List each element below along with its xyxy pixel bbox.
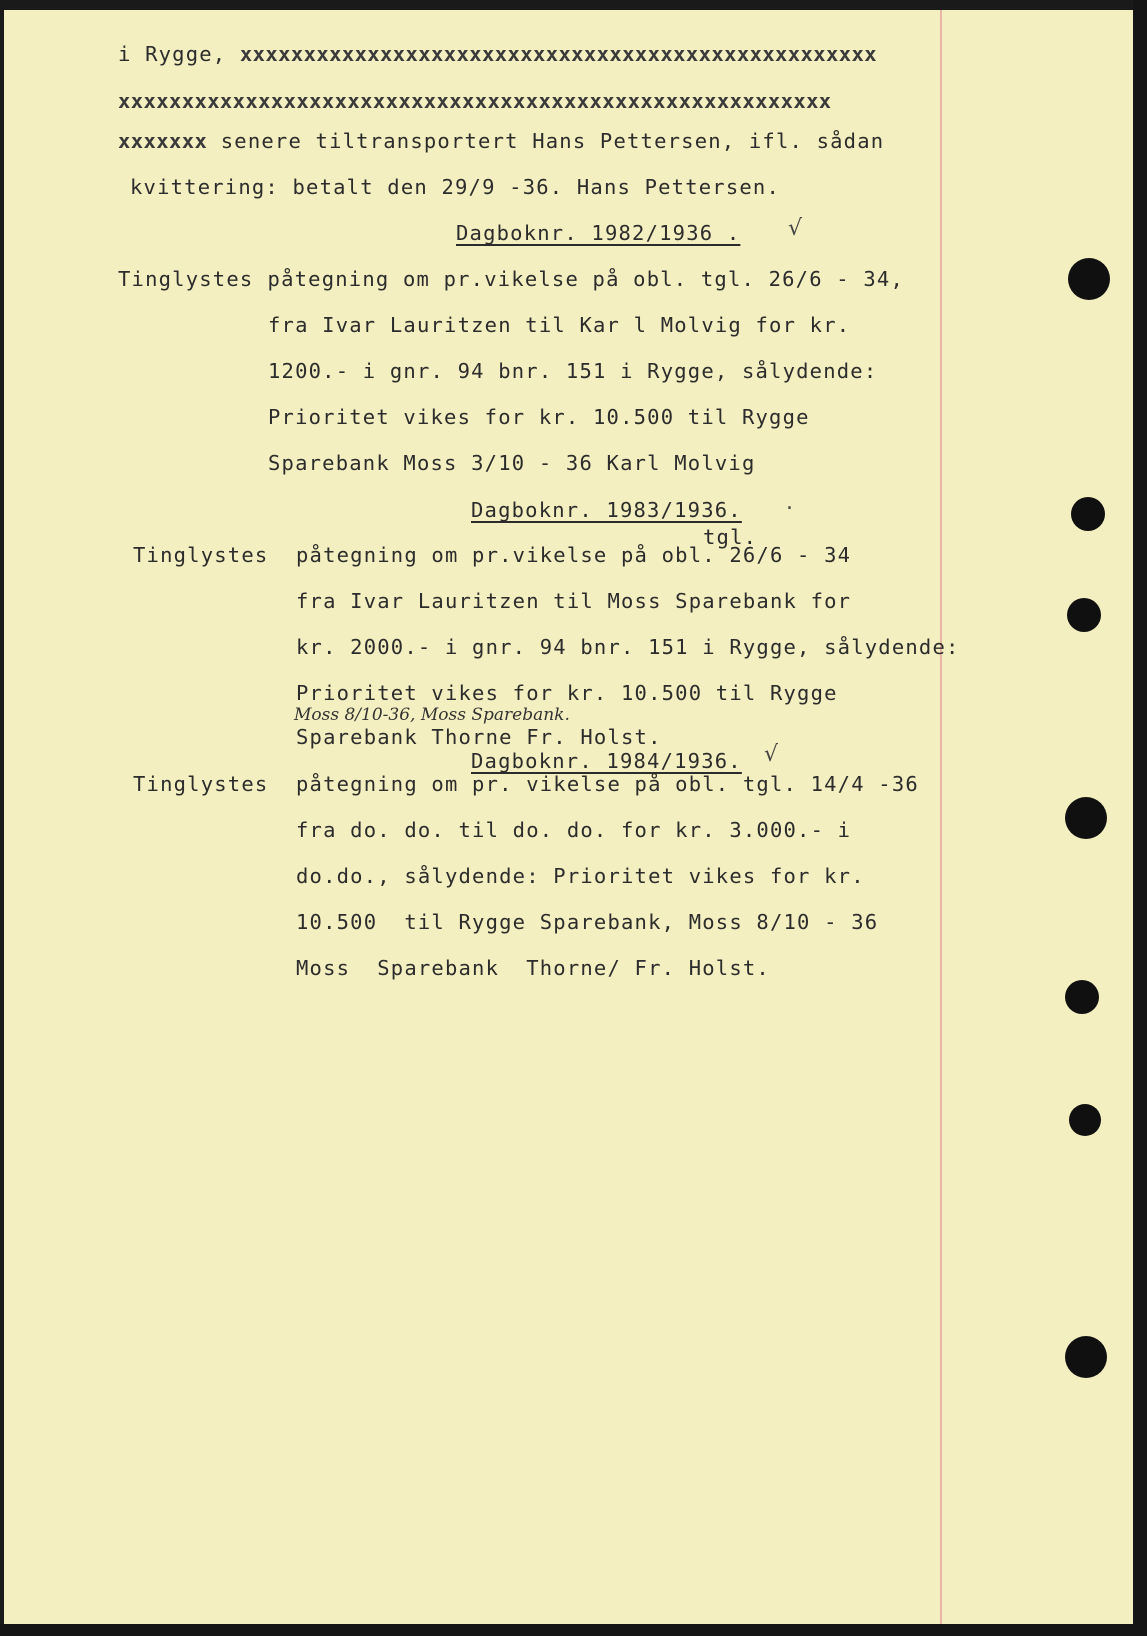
dagbok-number-1982: Dagboknr. 1982/1936 .: [456, 221, 741, 245]
entry-line: påtegning om pr.vikelse på obl. 26/6 - 34: [296, 543, 852, 567]
entry-label: Tinglystes: [133, 543, 269, 567]
scan-border-right: [1133, 0, 1147, 1636]
entry-line: 1200.- i gnr. 94 bnr. 151 i Rygge, sålydende:: [268, 359, 878, 383]
binder-hole: [1065, 797, 1107, 839]
entry-line: kr. 2000.- i gnr. 94 bnr. 151 i Rygge, sålydende:: [296, 635, 960, 659]
entry-line: Prioritet vikes for kr. 10.500 til Rygge: [296, 681, 838, 705]
entry-label: Tinglystes: [118, 267, 254, 291]
dagbok-number-1983: Dagboknr. 1983/1936.: [471, 498, 742, 522]
entry-line: påtegning om pr.vikelse på obl. tgl. 26/6 - 34,: [254, 267, 905, 291]
check-mark: √: [788, 216, 803, 241]
entry-line: do.do., sålydende: Prioritet vikes for kr.: [296, 864, 865, 888]
entry-line: fra Ivar Lauritzen til Moss Sparebank for: [296, 589, 852, 613]
binder-hole: [1067, 598, 1101, 632]
check-mark: √: [764, 742, 779, 767]
entry-line: Sparebank Thorne Fr. Holst.: [296, 725, 662, 749]
scan-border-left: [0, 0, 4, 1636]
handwritten-annotation: Moss 8/10-36, Moss Sparebank.: [294, 705, 570, 725]
binder-hole: [1071, 497, 1105, 531]
dagbok-number-1984: Dagboknr. 1984/1936.: [471, 749, 742, 773]
scan-border-top: [0, 0, 1147, 10]
text-line-1-lead: i Rygge,: [118, 42, 240, 66]
entry-line: fra do. do. til do. do. for kr. 3.000.- i: [296, 818, 852, 842]
binder-hole: [1069, 1104, 1101, 1136]
entry-line: Prioritet vikes for kr. 10.500 til Rygge: [268, 405, 810, 429]
entry-line: Moss Sparebank Thorne/ Fr. Holst.: [296, 956, 770, 980]
binder-hole: [1068, 258, 1110, 300]
struck-text-line-2: xxxxxxxxxxxxxxxxxxxxxxxxxxxxxxxxxxxxxxxxxxxxxxxxxxxxxxxx: [118, 89, 832, 113]
entry-line: 10.500 til Rygge Sparebank, Moss 8/10 - 36: [296, 910, 879, 934]
scan-border-bottom: [0, 1624, 1147, 1636]
struck-text: xxxxxxxxxxxxxxxxxxxxxxxxxxxxxxxxxxxxxxxxxxxxxxxxxx: [239, 42, 877, 66]
text-line-1: [118, 42, 877, 66]
struck-text: xxxxxxx: [118, 129, 208, 153]
binder-hole: [1065, 980, 1099, 1014]
text-line-4: kvittering: betalt den 29/9 -36. Hans Pettersen.: [130, 175, 781, 199]
entry-line: Sparebank Moss 3/10 - 36 Karl Molvig: [268, 451, 756, 475]
margin-rule: [940, 10, 942, 1624]
text-line-3-rest: senere tiltransportert Hans Pettersen, ifl. sådan: [207, 129, 885, 153]
entry-label: Tinglystes: [133, 772, 269, 796]
entry-line: fra Ivar Lauritzen til Kar l Molvig for kr.: [268, 313, 851, 337]
text-line-3: [118, 129, 884, 153]
entry-line: påtegning om pr. vikelse på obl. tgl. 14/4 -36: [296, 772, 919, 796]
tgl-insertion: tgl.: [703, 525, 758, 549]
binder-hole: [1065, 1336, 1107, 1378]
check-mark: .: [786, 490, 793, 515]
